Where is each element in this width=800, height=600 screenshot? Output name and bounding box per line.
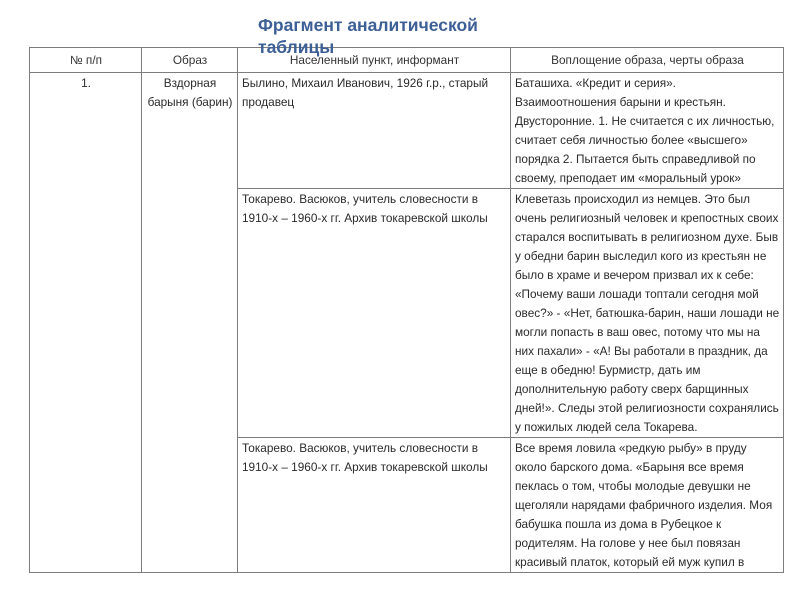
header-text: Воплощение образа, черты образа [511, 48, 784, 73]
table-row [30, 73, 784, 189]
analytical-table [29, 47, 784, 573]
place-cell: Токарево. Васюков, учитель словесности в 1910-х – 1960-х гг. Архив токаревской школы [238, 438, 511, 573]
header-number: № п/п [30, 48, 142, 73]
place-cell: Былино, Михаил Иванович, 1926 г.р., старый продавец [238, 73, 511, 189]
description-cell: Клеветазь происходил из немцев. Это был очень религиозный человек и крепостных своих старался воспитывать в религиозном духе. Быв у обедни барин выследил кого из крестьян не было в храме и вечером призвал их к себе: «Почему ваши лошади топтали сегодня мой овес?» - «Нет, батюшка-барин, наши лошади не могли попасть в ваш овес, потому что мы на них пахали» - «А! Вы работали в праздник, да еще в обедню! Бурмистр, дать им дополнительную работу сверх барщинных дней!». Следы этой религиозности сохранялись у пожилых людей села Токарева. [511, 189, 784, 438]
header-place: Населенный пункт, информант [238, 48, 511, 73]
description-cell: Баташиха. «Кредит и серия». Взаимоотношения барыни и крестьян. Двусторонние. 1. Не считается с их личностью, считает себя личностью более «высшего» порядка 2. Пытается быть справедливой по своему, преподает им «моральный урок» [511, 73, 784, 189]
table-header-row [30, 48, 784, 73]
place-cell: Токарево. Васюков, учитель словесности в 1910-х – 1960-х гг. Архив токаревской школы [238, 189, 511, 438]
row-number: 1. [30, 73, 142, 573]
description-cell: Все время ловила «редкую рыбу» в пруду около барского дома. «Барыня все время пеклась о том, чтобы молодые девушки не щеголяли нарядами фабричного изделия. Моя бабушка пошла из дома в Рубецкое к родителям. На голове у нее был повязан красивый платок, который ей муж купил в [511, 438, 784, 573]
slide-title: Фрагмент аналитической таблицы [258, 15, 478, 57]
header-image: Образ [142, 48, 238, 73]
image-cell: Вздорная барыня (барин) [142, 73, 238, 573]
